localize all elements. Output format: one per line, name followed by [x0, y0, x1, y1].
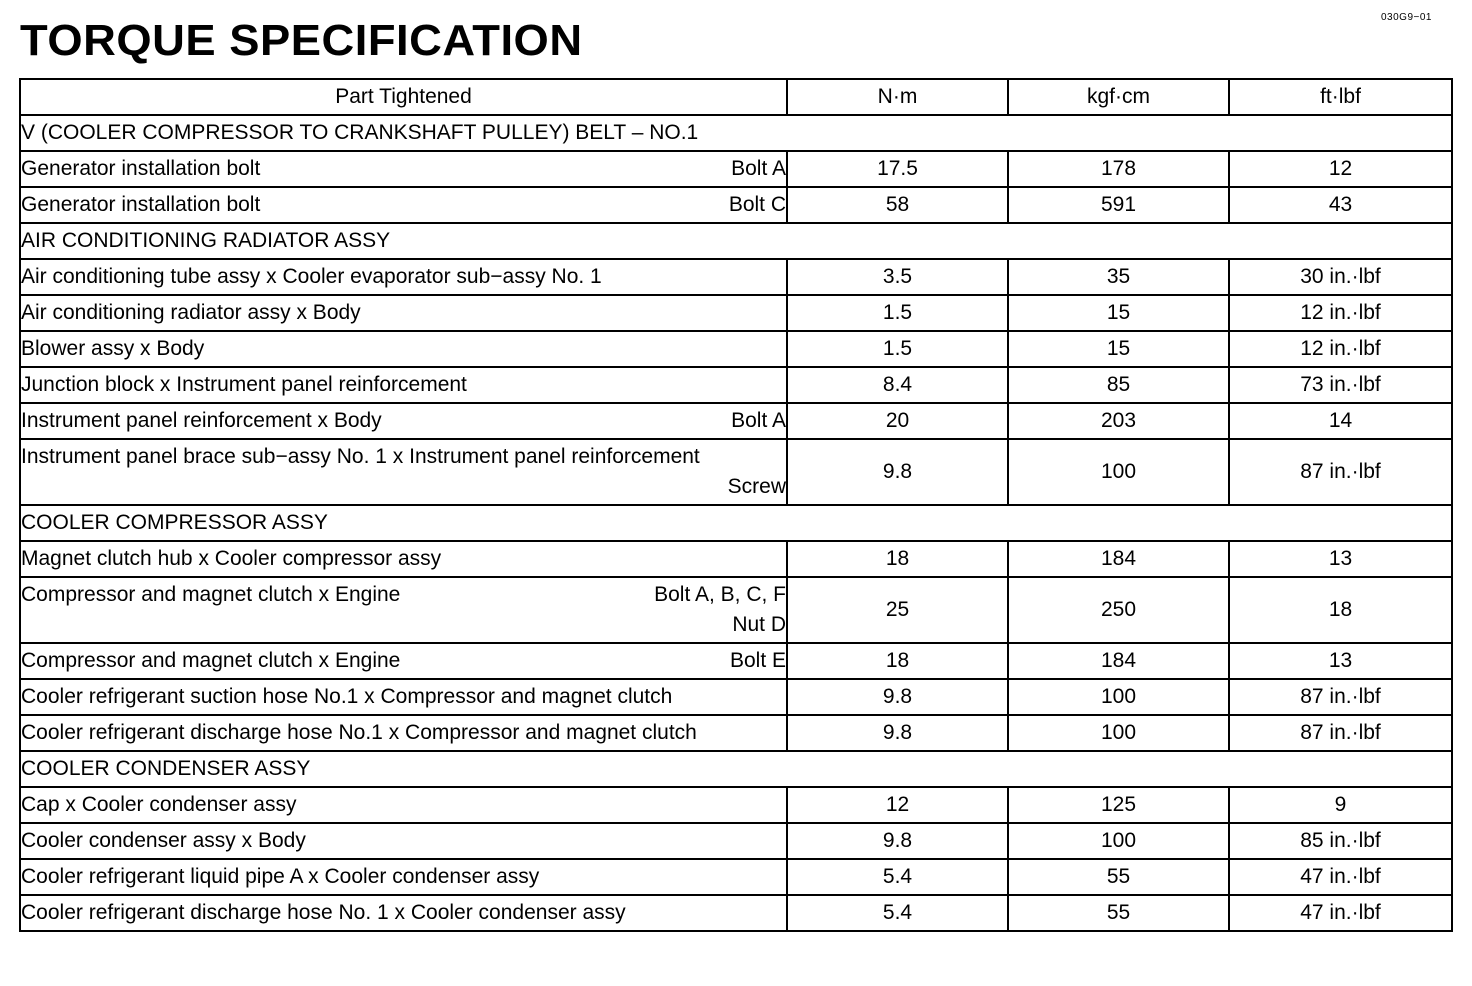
kgf-value: 100: [1008, 823, 1229, 859]
part-cell: [20, 859, 787, 895]
ft-value: 14: [1229, 403, 1452, 439]
part-cell: [20, 259, 787, 295]
nm-value: 9.8: [787, 823, 1008, 859]
part-label: Air conditioning tube assy x Cooler evaporator sub−assy No. 1: [21, 265, 602, 288]
kgf-value: 35: [1008, 259, 1229, 295]
torque-spec-table: [19, 78, 1453, 932]
section-row: [20, 223, 1452, 259]
ft-value: 87 in.·lbf: [1229, 679, 1452, 715]
nm-value: 18: [787, 541, 1008, 577]
ft-value: 13: [1229, 541, 1452, 577]
part-cell: [20, 331, 787, 367]
part-label: Generator installation bolt: [21, 193, 261, 216]
part-cell: [20, 187, 787, 223]
part-label: Junction block x Instrument panel reinforcement: [21, 373, 467, 396]
ft-value: 47 in.·lbf: [1229, 895, 1452, 931]
nm-value: 12: [787, 787, 1008, 823]
ft-value: 87 in.·lbf: [1229, 439, 1452, 505]
kgf-value: 15: [1008, 295, 1229, 331]
part-cell: [20, 715, 787, 751]
section-title: COOLER CONDENSER ASSY: [20, 751, 1452, 787]
header-kgf-cm: kgf·cm: [1008, 79, 1229, 115]
table-row: [20, 859, 1452, 895]
kgf-value: 55: [1008, 895, 1229, 931]
part-cell: [20, 439, 787, 505]
table-row: [20, 367, 1452, 403]
kgf-value: 178: [1008, 151, 1229, 187]
ft-value: 30 in.·lbf: [1229, 259, 1452, 295]
ft-value: 85 in.·lbf: [1229, 823, 1452, 859]
ft-value: 12 in.·lbf: [1229, 331, 1452, 367]
nm-value: 1.5: [787, 295, 1008, 331]
ft-value: 47 in.·lbf: [1229, 859, 1452, 895]
section-row: [20, 115, 1452, 151]
ft-value: 12: [1229, 151, 1452, 187]
part-label: Generator installation bolt: [21, 157, 261, 180]
part-label: Air conditioning radiator assy x Body: [21, 301, 361, 324]
nm-value: 3.5: [787, 259, 1008, 295]
table-row: [20, 679, 1452, 715]
section-title: AIR CONDITIONING RADIATOR ASSY: [20, 223, 1452, 259]
table-row: [20, 403, 1452, 439]
part-label: Cooler refrigerant suction hose No.1 x Compressor and magnet clutch: [21, 685, 673, 708]
kgf-value: 85: [1008, 367, 1229, 403]
ft-value: 43: [1229, 187, 1452, 223]
table-row: [20, 331, 1452, 367]
ft-value: 87 in.·lbf: [1229, 715, 1452, 751]
part-label: Compressor and magnet clutch x Engine: [21, 583, 401, 606]
table-row: [20, 151, 1452, 187]
nm-value: 18: [787, 643, 1008, 679]
kgf-value: 100: [1008, 439, 1229, 505]
nm-value: 58: [787, 187, 1008, 223]
table-row: [20, 259, 1452, 295]
table-row: [20, 541, 1452, 577]
part-note: Bolt A: [731, 157, 786, 180]
ft-value: 12 in.·lbf: [1229, 295, 1452, 331]
part-cell: [20, 895, 787, 931]
kgf-value: 125: [1008, 787, 1229, 823]
nm-value: 1.5: [787, 331, 1008, 367]
header-nm: N·m: [787, 79, 1008, 115]
nm-value: 5.4: [787, 859, 1008, 895]
part-label: Instrument panel brace sub−assy No. 1 x Instrument panel reinforcement: [21, 445, 700, 468]
table-row: [20, 187, 1452, 223]
kgf-value: 250: [1008, 577, 1229, 643]
part-cell: [20, 643, 787, 679]
ft-value: 18: [1229, 577, 1452, 643]
part-note: Bolt A, B, C, F: [654, 583, 786, 606]
document-code: 030G9−01: [1381, 12, 1432, 23]
part-cell: [20, 367, 787, 403]
part-cell: [20, 679, 787, 715]
part-cell: [20, 295, 787, 331]
part-label: Cooler condenser assy x Body: [21, 829, 306, 852]
part-label: Cap x Cooler condenser assy: [21, 793, 297, 816]
section-row: [20, 505, 1452, 541]
table-row: [20, 577, 1452, 643]
part-cell: [20, 577, 787, 643]
part-label: Magnet clutch hub x Cooler compressor assy: [21, 547, 442, 570]
nm-value: 25: [787, 577, 1008, 643]
section-title: V (COOLER COMPRESSOR TO CRANKSHAFT PULLEY) BELT – NO.1: [20, 115, 1452, 151]
kgf-value: 184: [1008, 643, 1229, 679]
ft-value: 9: [1229, 787, 1452, 823]
part-cell: [20, 541, 787, 577]
kgf-value: 100: [1008, 715, 1229, 751]
header-part-tightened: Part Tightened: [20, 79, 787, 115]
part-label: Compressor and magnet clutch x Engine: [21, 649, 401, 672]
table-row: [20, 787, 1452, 823]
kgf-value: 184: [1008, 541, 1229, 577]
part-label: Instrument panel reinforcement x Body: [21, 409, 382, 432]
part-label: Cooler refrigerant discharge hose No. 1 x Cooler condenser assy: [21, 901, 626, 924]
part-cell: [20, 403, 787, 439]
part-label: Cooler refrigerant liquid pipe A x Cooler condenser assy: [21, 865, 540, 888]
table-row: [20, 439, 1452, 505]
header-row: [20, 79, 1452, 115]
kgf-value: 203: [1008, 403, 1229, 439]
part-note: Bolt C: [728, 193, 786, 216]
nm-value: 20: [787, 403, 1008, 439]
nm-value: 9.8: [787, 679, 1008, 715]
part-cell: [20, 787, 787, 823]
table-row: [20, 823, 1452, 859]
page-title: TORQUE SPECIFICATION: [20, 16, 583, 65]
part-note: Bolt A: [731, 409, 786, 432]
kgf-value: 100: [1008, 679, 1229, 715]
nm-value: 9.8: [787, 439, 1008, 505]
part-cell: [20, 823, 787, 859]
kgf-value: 591: [1008, 187, 1229, 223]
ft-value: 73 in.·lbf: [1229, 367, 1452, 403]
nm-value: 8.4: [787, 367, 1008, 403]
table-row: [20, 643, 1452, 679]
part-note: Screw: [727, 475, 786, 498]
part-label: Cooler refrigerant discharge hose No.1 x Compressor and magnet clutch: [21, 721, 697, 744]
table-row: [20, 895, 1452, 931]
kgf-value: 15: [1008, 331, 1229, 367]
section-row: [20, 751, 1452, 787]
part-note: Bolt E: [729, 649, 786, 672]
ft-value: 13: [1229, 643, 1452, 679]
part-note-secondary: Nut D: [732, 613, 786, 636]
table-row: [20, 295, 1452, 331]
nm-value: 17.5: [787, 151, 1008, 187]
nm-value: 9.8: [787, 715, 1008, 751]
table-row: [20, 715, 1452, 751]
part-label: Blower assy x Body: [21, 337, 205, 360]
kgf-value: 55: [1008, 859, 1229, 895]
section-title: COOLER COMPRESSOR ASSY: [20, 505, 1452, 541]
part-cell: [20, 151, 787, 187]
nm-value: 5.4: [787, 895, 1008, 931]
header-ft-lbf: ft·lbf: [1229, 79, 1452, 115]
